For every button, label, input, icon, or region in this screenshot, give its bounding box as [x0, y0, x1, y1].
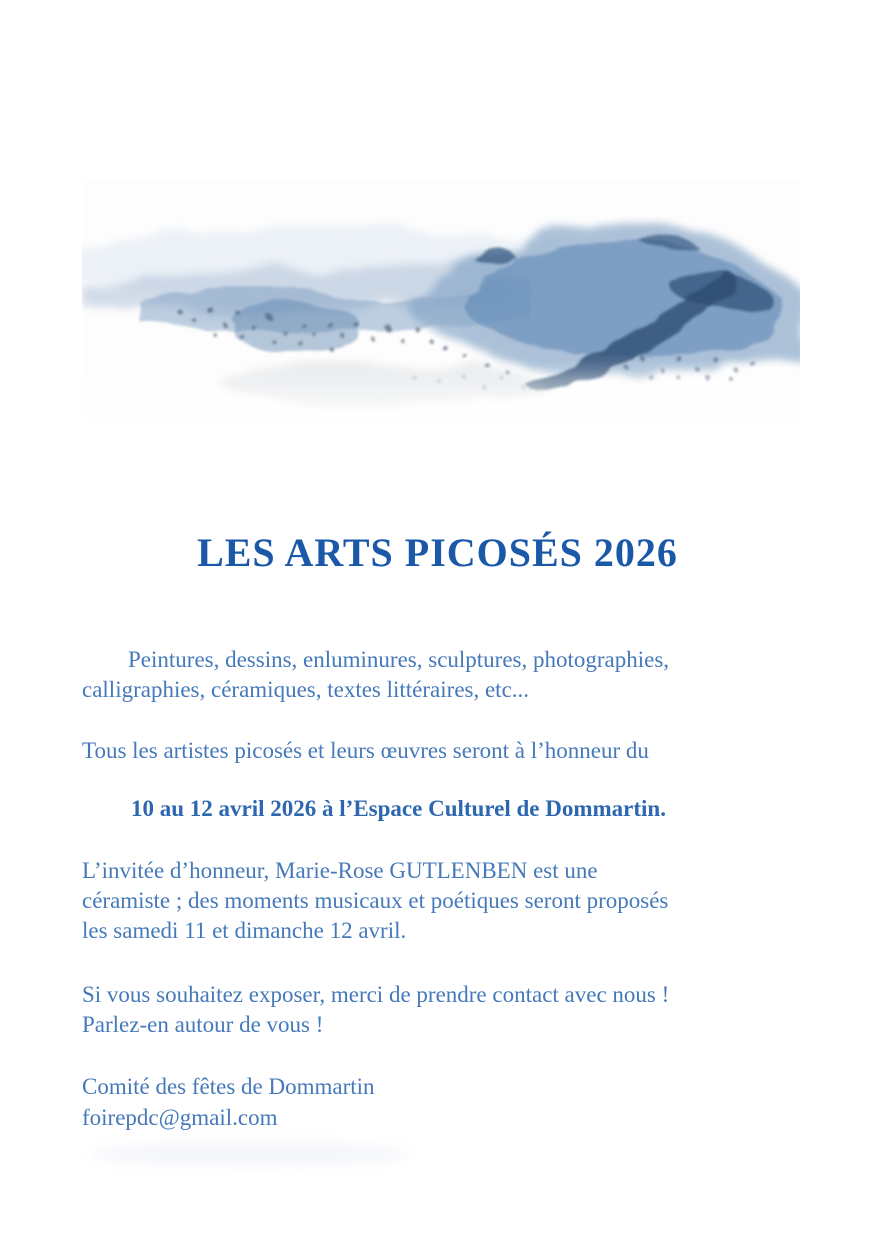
- footer-block: [82, 1071, 815, 1133]
- cta-line-1: Si vous souhaitez exposer, merci de prendre contact avec nous !: [82, 982, 670, 1007]
- cta-line-2: Parlez-en autour de vous !: [82, 1012, 324, 1037]
- organizer-name: Comité des fêtes de Dommartin: [82, 1074, 375, 1099]
- event-date-text: 10 au 12 avril 2026 à l’Espace Culturel de Dommartin.: [131, 796, 666, 821]
- intro-line-1: Peintures, dessins, enluminures, sculptures, photographies,: [128, 647, 670, 672]
- mountain-watercolor-image: [82, 180, 800, 427]
- guest-line-3: les samedi 11 et dimanche 12 avril.: [82, 918, 407, 943]
- honor-line: Tous les artistes picosés et leurs œuvres seront à l’honneur du: [82, 738, 649, 763]
- intro-paragraph: [82, 645, 815, 705]
- cta-paragraph: [82, 980, 815, 1040]
- contact-email: foirepdc@gmail.com: [82, 1105, 278, 1130]
- guest-line-2: céramiste ; des moments musicaux et poétiques seront proposés: [82, 888, 669, 913]
- intro-line-2: calligraphies, céramiques, textes littéraires, etc...: [82, 677, 530, 702]
- honor-paragraph: [82, 736, 815, 766]
- event-date-line: [131, 794, 815, 824]
- guest-paragraph: [82, 856, 815, 946]
- flyer-title: LES ARTS PICOSÉS 2026: [197, 530, 678, 575]
- faint-ink-smudge: [90, 1142, 410, 1166]
- guest-line-1: L’invitée d’honneur, Marie-Rose GUTLENBEN est une: [82, 858, 598, 883]
- watercolor-artwork: [82, 180, 800, 427]
